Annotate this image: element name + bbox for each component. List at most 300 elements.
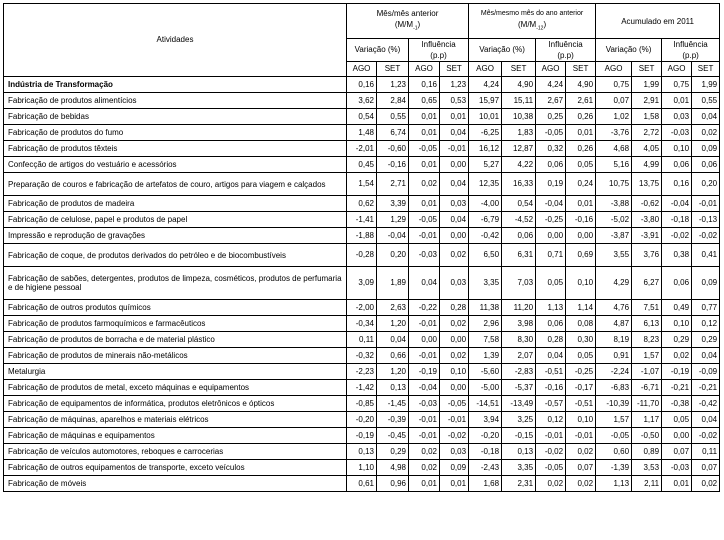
value-cell: 0,29	[692, 332, 720, 348]
value-cell: 0,01	[409, 109, 440, 125]
set-column-header: SET	[502, 62, 536, 77]
value-cell: -0,85	[347, 396, 377, 412]
value-cell: 4,24	[536, 77, 566, 93]
value-cell: 0,01	[409, 196, 440, 212]
value-cell: 0,06	[662, 267, 692, 300]
value-cell: 6,74	[377, 125, 409, 141]
value-cell: -0,28	[347, 244, 377, 267]
value-cell: -5,37	[502, 380, 536, 396]
activity-label: Fabricação de celulose, papel e produtos de papel	[4, 212, 347, 228]
value-cell: 0,01	[440, 476, 469, 492]
value-cell: 0,01	[409, 125, 440, 141]
value-cell: -3,87	[596, 228, 632, 244]
value-cell: -0,02	[440, 428, 469, 444]
value-cell: 0,10	[566, 412, 596, 428]
value-cell: -5,60	[469, 364, 502, 380]
value-cell: 0,04	[692, 348, 720, 364]
value-cell: -6,83	[596, 380, 632, 396]
value-cell: 0,07	[662, 444, 692, 460]
value-cell: -2,01	[347, 141, 377, 157]
value-cell: 2,84	[377, 93, 409, 109]
value-cell: 1,89	[377, 267, 409, 300]
value-cell: 5,27	[469, 157, 502, 173]
value-cell: 0,06	[662, 157, 692, 173]
value-cell: 0,00	[440, 332, 469, 348]
value-cell: 0,01	[566, 125, 596, 141]
table-row	[4, 77, 720, 93]
influence-label: Influência	[673, 40, 708, 49]
value-cell: -0,05	[409, 212, 440, 228]
value-cell: 0,24	[566, 173, 596, 196]
value-cell: -0,38	[662, 396, 692, 412]
value-cell: 0,04	[440, 212, 469, 228]
value-cell: -5,02	[596, 212, 632, 228]
value-cell: -0,62	[632, 196, 662, 212]
pp-label: (p.p)	[682, 51, 699, 60]
value-cell: 0,06	[536, 316, 566, 332]
value-cell: 11,20	[502, 300, 536, 316]
group-header-month-prev	[347, 4, 469, 39]
ago-column-header: AGO	[409, 62, 440, 77]
value-cell: 0,02	[409, 444, 440, 460]
value-cell: 0,65	[409, 93, 440, 109]
value-cell: 0,02	[692, 125, 720, 141]
value-cell: 0,09	[692, 141, 720, 157]
value-cell: -0,15	[502, 428, 536, 444]
activity-label: Fabricação de equipamentos de informática, produtos eletrônicos e ópticos	[4, 396, 347, 412]
value-cell: -0,09	[692, 364, 720, 380]
value-cell: -0,01	[566, 428, 596, 444]
value-cell: 4,24	[469, 77, 502, 93]
value-cell: 0,02	[692, 476, 720, 492]
value-cell: -0,57	[536, 396, 566, 412]
table-row	[4, 316, 720, 332]
value-cell: -0,22	[409, 300, 440, 316]
value-cell: 0,75	[596, 77, 632, 93]
value-cell: -2,83	[502, 364, 536, 380]
value-cell: 0,54	[347, 109, 377, 125]
table-row	[4, 267, 720, 300]
table-row	[4, 109, 720, 125]
value-cell: 11,38	[469, 300, 502, 316]
value-cell: 1,99	[632, 77, 662, 93]
value-cell: 0,71	[536, 244, 566, 267]
value-cell: 6,31	[502, 244, 536, 267]
value-cell: 0,20	[377, 244, 409, 267]
value-cell: 8,23	[632, 332, 662, 348]
set-column-header: SET	[440, 62, 469, 77]
value-cell: -0,01	[536, 428, 566, 444]
value-cell: 0,05	[662, 412, 692, 428]
activity-label: Confecção de artigos do vestuário e acessórios	[4, 157, 347, 173]
activity-label: Fabricação de móveis	[4, 476, 347, 492]
value-cell: 0,06	[536, 157, 566, 173]
value-cell: 1,99	[692, 77, 720, 93]
value-cell: -13,49	[502, 396, 536, 412]
value-cell: -0,05	[536, 125, 566, 141]
value-cell: 4,22	[502, 157, 536, 173]
activity-label: Fabricação de produtos de metal, exceto máquinas e equipamentos	[4, 380, 347, 396]
value-cell: -0,16	[566, 212, 596, 228]
table-row	[4, 332, 720, 348]
value-cell: -1,41	[347, 212, 377, 228]
value-cell: -0,18	[662, 212, 692, 228]
value-cell: -0,03	[662, 125, 692, 141]
value-cell: 2,61	[566, 93, 596, 109]
value-cell: 6,27	[632, 267, 662, 300]
pp-label: (p.p)	[430, 51, 447, 60]
value-cell: 0,03	[440, 196, 469, 212]
value-cell: 3,35	[502, 460, 536, 476]
table-row	[4, 228, 720, 244]
value-cell: 1,10	[347, 460, 377, 476]
activity-label: Metalurgia	[4, 364, 347, 380]
value-cell: -0,16	[377, 157, 409, 173]
value-cell: -0,19	[409, 364, 440, 380]
value-cell: 0,10	[662, 316, 692, 332]
value-cell: 0,05	[566, 157, 596, 173]
value-cell: 1,58	[632, 109, 662, 125]
value-cell: -0,02	[662, 228, 692, 244]
value-cell: 0,16	[662, 173, 692, 196]
value-cell: 0,53	[440, 93, 469, 109]
value-cell: -0,01	[692, 196, 720, 212]
value-cell: 3,09	[347, 267, 377, 300]
value-cell: 1,20	[377, 316, 409, 332]
value-cell: -1,42	[347, 380, 377, 396]
activity-label: Fabricação de máquinas, aparelhos e materiais elétricos	[4, 412, 347, 428]
table-row	[4, 173, 720, 196]
value-cell: 0,49	[662, 300, 692, 316]
value-cell: -0,03	[409, 244, 440, 267]
activity-label: Fabricação de outros produtos químicos	[4, 300, 347, 316]
value-cell: -0,05	[536, 460, 566, 476]
value-cell: 0,26	[566, 109, 596, 125]
value-cell: 0,75	[662, 77, 692, 93]
set-column-header: SET	[632, 62, 662, 77]
value-cell: 0,20	[692, 173, 720, 196]
value-cell: 0,03	[440, 267, 469, 300]
table-row	[4, 157, 720, 173]
value-cell: -1,07	[632, 364, 662, 380]
value-cell: -0,20	[469, 428, 502, 444]
value-cell: 0,11	[692, 444, 720, 460]
value-cell: 0,16	[409, 77, 440, 93]
value-cell: -0,04	[536, 196, 566, 212]
table-row	[4, 428, 720, 444]
value-cell: 2,31	[502, 476, 536, 492]
value-cell: -0,05	[409, 141, 440, 157]
value-cell: 0,00	[409, 332, 440, 348]
value-cell: 0,02	[566, 444, 596, 460]
value-cell: 0,32	[536, 141, 566, 157]
value-cell: 0,00	[440, 380, 469, 396]
value-cell: 0,04	[692, 412, 720, 428]
value-cell: 0,02	[409, 173, 440, 196]
value-cell: 0,00	[440, 157, 469, 173]
industry-data-table	[3, 3, 720, 492]
value-cell: 0,01	[409, 157, 440, 173]
value-cell: 1,68	[469, 476, 502, 492]
value-cell: -0,25	[536, 212, 566, 228]
value-cell: -0,02	[692, 228, 720, 244]
value-cell: 0,69	[566, 244, 596, 267]
value-cell: -6,79	[469, 212, 502, 228]
table-row	[4, 93, 720, 109]
table-row	[4, 396, 720, 412]
value-cell: -0,04	[409, 380, 440, 396]
table-row	[4, 476, 720, 492]
value-cell: -0,04	[662, 196, 692, 212]
value-cell: 0,91	[596, 348, 632, 364]
value-cell: 0,04	[409, 267, 440, 300]
value-cell: 7,58	[469, 332, 502, 348]
value-cell: 1,54	[347, 173, 377, 196]
value-cell: 0,45	[347, 157, 377, 173]
value-cell: 0,03	[662, 109, 692, 125]
value-cell: 10,01	[469, 109, 502, 125]
table-row	[4, 244, 720, 267]
value-cell: 0,25	[536, 109, 566, 125]
value-cell: -0,01	[409, 412, 440, 428]
value-cell: 0,04	[692, 109, 720, 125]
value-cell: 0,28	[440, 300, 469, 316]
value-cell: 0,02	[440, 316, 469, 332]
value-cell: -0,02	[692, 428, 720, 444]
value-cell: -0,02	[536, 444, 566, 460]
variation-header: Variação (%)	[347, 39, 409, 62]
value-cell: -0,03	[662, 460, 692, 476]
value-cell: -0,51	[566, 396, 596, 412]
value-cell: 1,39	[469, 348, 502, 364]
value-cell: -0,60	[377, 141, 409, 157]
value-cell: -0,16	[536, 380, 566, 396]
value-cell: 1,48	[347, 125, 377, 141]
value-cell: 0,26	[566, 141, 596, 157]
value-cell: -0,21	[662, 380, 692, 396]
value-cell: 0,01	[409, 476, 440, 492]
value-cell: 2,96	[469, 316, 502, 332]
table-row	[4, 196, 720, 212]
value-cell: 1,29	[377, 212, 409, 228]
value-cell: -0,50	[632, 428, 662, 444]
value-cell: -0,39	[377, 412, 409, 428]
value-cell: 0,30	[566, 332, 596, 348]
value-cell: -11,70	[632, 396, 662, 412]
value-cell: 4,90	[502, 77, 536, 93]
value-cell: 4,68	[596, 141, 632, 157]
value-cell: 2,07	[502, 348, 536, 364]
value-cell: 16,33	[502, 173, 536, 196]
value-cell: 0,55	[377, 109, 409, 125]
value-cell: 0,01	[662, 93, 692, 109]
value-cell: 0,12	[536, 412, 566, 428]
value-cell: -0,01	[409, 228, 440, 244]
value-cell: -0,20	[347, 412, 377, 428]
value-cell: 0,96	[377, 476, 409, 492]
table-row	[4, 412, 720, 428]
value-cell: -0,51	[536, 364, 566, 380]
value-cell: 7,03	[502, 267, 536, 300]
set-column-header: SET	[377, 62, 409, 77]
value-cell: 2,63	[377, 300, 409, 316]
value-cell: -2,43	[469, 460, 502, 476]
value-cell: -1,88	[347, 228, 377, 244]
activity-label: Fabricação de produtos farmoquímicos e farmacêuticos	[4, 316, 347, 332]
value-cell: -0,04	[377, 228, 409, 244]
value-cell: -0,05	[440, 396, 469, 412]
table-row	[4, 125, 720, 141]
variation-header: Variação (%)	[596, 39, 662, 62]
table-row	[4, 460, 720, 476]
value-cell: 3,39	[377, 196, 409, 212]
value-cell: -2,23	[347, 364, 377, 380]
value-cell: 16,12	[469, 141, 502, 157]
value-cell: -0,01	[440, 412, 469, 428]
value-cell: 0,55	[692, 93, 720, 109]
value-cell: 0,01	[662, 476, 692, 492]
value-cell: -6,25	[469, 125, 502, 141]
value-cell: 0,08	[566, 316, 596, 332]
value-cell: 10,38	[502, 109, 536, 125]
value-cell: -0,01	[409, 316, 440, 332]
value-cell: 0,41	[692, 244, 720, 267]
activity-label: Fabricação de produtos de minerais não-metálicos	[4, 348, 347, 364]
value-cell: 4,29	[596, 267, 632, 300]
value-cell: 4,99	[632, 157, 662, 173]
value-cell: 0,16	[347, 77, 377, 93]
value-cell: 6,13	[632, 316, 662, 332]
value-cell: 0,89	[632, 444, 662, 460]
value-cell: 0,29	[662, 332, 692, 348]
influence-header	[662, 39, 720, 62]
value-cell: 1,14	[566, 300, 596, 316]
value-cell: 1,57	[596, 412, 632, 428]
value-cell: 3,25	[502, 412, 536, 428]
value-cell: 15,11	[502, 93, 536, 109]
value-cell: 5,16	[596, 157, 632, 173]
value-cell: 0,28	[536, 332, 566, 348]
activity-label: Fabricação de outros equipamentos de transporte, exceto veículos	[4, 460, 347, 476]
activities-header: Atividades	[4, 4, 347, 77]
value-cell: 0,66	[377, 348, 409, 364]
value-cell: 0,19	[536, 173, 566, 196]
value-cell: 1,02	[596, 109, 632, 125]
value-cell: -0,21	[692, 380, 720, 396]
value-cell: 3,62	[347, 93, 377, 109]
activity-label: Impressão e reprodução de gravações	[4, 228, 347, 244]
value-cell: 12,87	[502, 141, 536, 157]
value-cell: 0,00	[662, 428, 692, 444]
value-cell: 0,60	[596, 444, 632, 460]
value-cell: 6,50	[469, 244, 502, 267]
value-cell: 1,23	[377, 77, 409, 93]
value-cell: 15,97	[469, 93, 502, 109]
value-cell: 0,29	[377, 444, 409, 460]
group-subtitle: $(M/M_{-1})$	[394, 19, 421, 32]
ago-column-header: AGO	[662, 62, 692, 77]
value-cell: 0,02	[566, 476, 596, 492]
value-cell: -0,32	[347, 348, 377, 364]
value-cell: 7,51	[632, 300, 662, 316]
value-cell: -0,42	[469, 228, 502, 244]
influence-header	[409, 39, 469, 62]
value-cell: 0,13	[347, 444, 377, 460]
value-cell: -14,51	[469, 396, 502, 412]
value-cell: 0,06	[692, 157, 720, 173]
value-cell: 0,09	[692, 267, 720, 300]
value-cell: 0,02	[440, 244, 469, 267]
activity-label: Fabricação de coque, de produtos derivados do petróleo e de biocombustíveis	[4, 244, 347, 267]
activity-label: Fabricação de sabões, detergentes, produtos de limpeza, cosméticos, produtos de perfumaria e de higiene pessoal	[4, 267, 347, 300]
activity-label: Fabricação de bebidas	[4, 109, 347, 125]
value-cell: 0,03	[440, 444, 469, 460]
value-cell: 1,13	[596, 476, 632, 492]
value-cell: 0,09	[440, 460, 469, 476]
value-cell: -0,03	[409, 396, 440, 412]
ago-column-header: AGO	[469, 62, 502, 77]
group-header-accumulated	[596, 4, 720, 39]
value-cell: 0,05	[536, 267, 566, 300]
value-cell: 0,00	[536, 228, 566, 244]
value-cell: 0,13	[377, 380, 409, 396]
value-cell: 0,01	[566, 196, 596, 212]
value-cell: 4,98	[377, 460, 409, 476]
value-cell: 3,53	[632, 460, 662, 476]
activity-label: Fabricação de produtos alimentícios	[4, 93, 347, 109]
value-cell: 12,35	[469, 173, 502, 196]
value-cell: 2,11	[632, 476, 662, 492]
value-cell: 2,71	[377, 173, 409, 196]
group-header-month-yoy	[469, 4, 596, 39]
value-cell: -0,19	[347, 428, 377, 444]
value-cell: 4,76	[596, 300, 632, 316]
value-cell: -0,05	[596, 428, 632, 444]
value-cell: 0,10	[440, 364, 469, 380]
value-cell: -4,00	[469, 196, 502, 212]
value-cell: 4,87	[596, 316, 632, 332]
activity-label: Indústria de Transformação	[4, 77, 347, 93]
table-row	[4, 364, 720, 380]
value-cell: -0,45	[377, 428, 409, 444]
value-cell: 1,17	[632, 412, 662, 428]
value-cell: 0,07	[692, 460, 720, 476]
value-cell: -0,25	[566, 364, 596, 380]
influence-label: Influência	[421, 40, 456, 49]
value-cell: 1,83	[502, 125, 536, 141]
value-cell: 2,72	[632, 125, 662, 141]
value-cell: 0,11	[347, 332, 377, 348]
activity-label: Fabricação de produtos de madeira	[4, 196, 347, 212]
table-row	[4, 212, 720, 228]
activity-label: Fabricação de produtos do fumo	[4, 125, 347, 141]
value-cell: 1,13	[536, 300, 566, 316]
value-cell: 0,00	[566, 228, 596, 244]
activity-label: Fabricação de produtos de borracha e de material plástico	[4, 332, 347, 348]
value-cell: 0,02	[662, 348, 692, 364]
influence-label: Influência	[548, 40, 583, 49]
value-cell: -3,76	[596, 125, 632, 141]
ago-column-header: AGO	[596, 62, 632, 77]
value-cell: -6,71	[632, 380, 662, 396]
value-cell: 4,05	[632, 141, 662, 157]
value-cell: 0,77	[692, 300, 720, 316]
value-cell: 8,30	[502, 332, 536, 348]
value-cell: 0,10	[662, 141, 692, 157]
pp-label: (p.p)	[557, 51, 574, 60]
value-cell: 0,10	[566, 267, 596, 300]
value-cell: 8,19	[596, 332, 632, 348]
